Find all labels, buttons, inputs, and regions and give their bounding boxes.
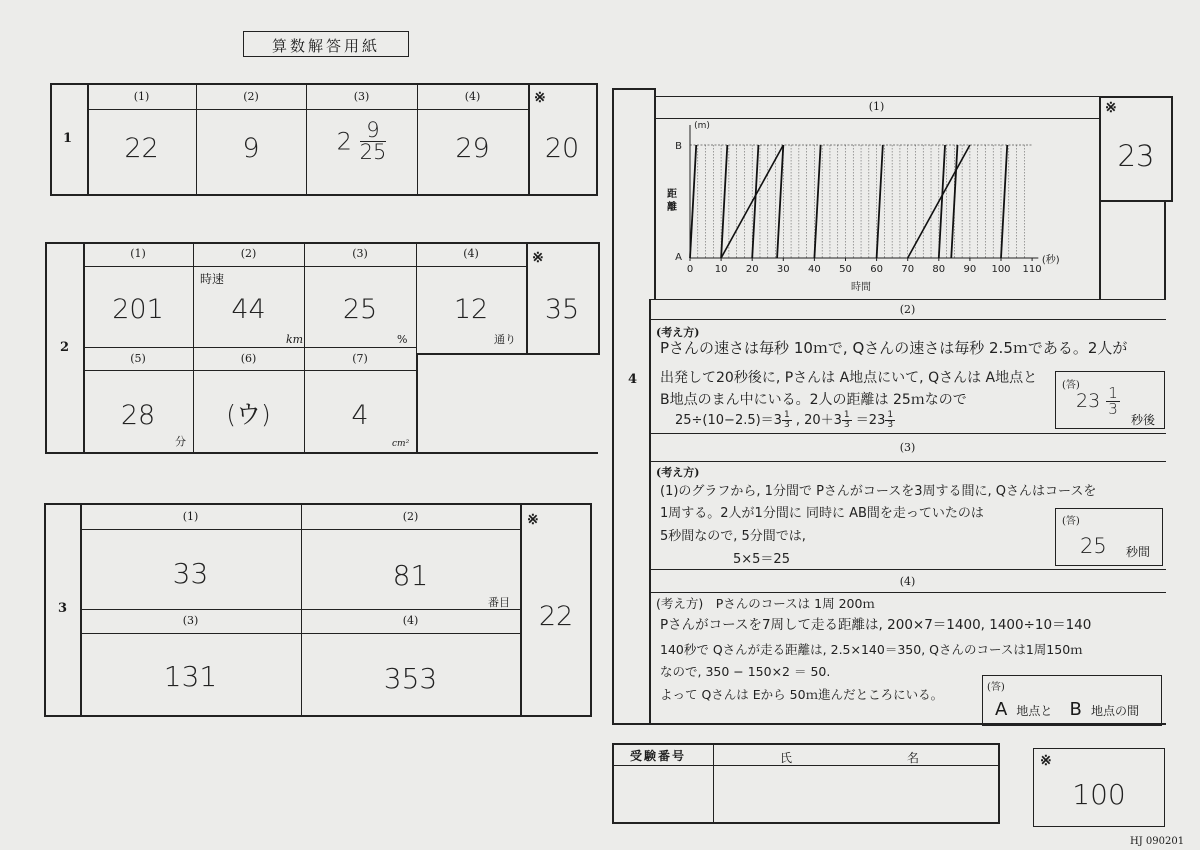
p-runner-segment [877, 145, 883, 258]
graph-yunit: (m) [694, 121, 710, 131]
name-field[interactable] [715, 767, 997, 822]
q3-label-2: (2) [402, 510, 419, 523]
graph-xunit: (秒) [1041, 255, 1060, 266]
q2-answer-7: 4 [351, 400, 369, 431]
q3-answer-3: 131 [163, 660, 218, 693]
q1-label-3: (3) [353, 90, 370, 103]
section-1-number: 1 [63, 131, 73, 146]
footer-code: HJ 090201 [1130, 836, 1185, 847]
x-tick-label: 70 [901, 264, 915, 275]
q1-label-1: (1) [133, 90, 150, 103]
graph-label-b: B [675, 141, 682, 152]
q4-4-line-3: 140秒で Qさんが走る距離は, 2.5×140＝350, Qさんのコースは1周150ｍ [660, 642, 1083, 657]
q2-unit-4: 通り [494, 333, 516, 346]
q1-answer-1: 22 [124, 133, 159, 164]
q2-mark: ※ [532, 250, 544, 266]
name-label-b: 名 [907, 751, 920, 765]
q4-4-line-5: よって Qさんは Eから 50ｍ進んだところにいる。 [660, 687, 944, 702]
total-mark: ※ [1040, 753, 1052, 769]
q4-3-line-4: 5×5＝25 [733, 552, 790, 567]
q4-2-answer: 23 $\frac{1}{3}$ [1076, 384, 1118, 418]
q1-mark: ※ [534, 90, 546, 106]
q4-2-answer-unit: 秒後 [1131, 413, 1156, 427]
p-runner-segment [1001, 145, 1007, 258]
q4-4-line-1: (考え方) Pさんのコースは 1周 200ｍ [656, 596, 875, 611]
x-tick-label: 30 [776, 264, 790, 275]
q2-answer-3: 25 [342, 294, 378, 325]
q2-answer-2: 44 [231, 294, 266, 325]
x-tick-label: 80 [932, 264, 946, 275]
graph-xlabel: 時間 [851, 282, 872, 293]
q4-2-line-2: 出発して20秒後に, Pさんは A地点にいて, Qさんは A地点と [660, 370, 1038, 386]
graph-label-a: A [675, 252, 682, 263]
p-runner-segment [721, 145, 727, 258]
x-tick-label: 40 [808, 264, 821, 275]
graph-ylabel: 距離 [667, 189, 677, 213]
q2-label-6: (6) [240, 352, 257, 365]
x-tick-label: 20 [745, 264, 759, 275]
q1-label-2: (2) [243, 90, 259, 103]
q2-unit-3: % [397, 333, 408, 346]
x-tick-label: 10 [714, 264, 728, 275]
q4-2-calc: 25÷(10−2.5)＝3 $\frac{1}{3}$ , 20＋3 $\frac{1}{3}$ ＝23 $\frac{1}{3}$ [675, 410, 894, 430]
q4-3-think-label: (考え方) [656, 466, 700, 479]
q2-unit-5: 分 [175, 435, 186, 448]
x-tick-label: 0 [686, 264, 694, 275]
q3-label-3: (3) [182, 614, 199, 627]
exam-number-label: 受験番号 [630, 749, 687, 763]
q1-score: 20 [544, 133, 580, 164]
q2-score: 35 [544, 294, 580, 325]
q2-label-2: (2) [240, 247, 257, 260]
p-runner-segment [814, 145, 820, 258]
exam-number-field[interactable] [614, 767, 712, 822]
q4-2-line-3: B地点のまん中にいる。2人の距離は 25ｍなので [660, 392, 967, 408]
q2-speed-prefix: 時速 [200, 272, 225, 286]
page-title: 算数解答用紙 [271, 37, 380, 55]
q4-3-line-2: 1周する。2人が1分間に 同時に AB間を走っていたのは [660, 506, 984, 521]
q1-answer-2: 9 [242, 133, 260, 164]
q4-4-line-2: Pさんがコースを7周して走る距離は, 200×7＝1400, 1400÷10＝140 [660, 617, 1092, 633]
q3-mark: ※ [527, 512, 539, 528]
p-runner-segment [752, 145, 758, 258]
q1-answer-4: 29 [455, 133, 490, 164]
q4-3-line-1: (1)のグラフから, 1分間で Pさんがコースを3周する間に, Qさんはコースを [660, 484, 1097, 499]
q3-score: 22 [538, 601, 574, 632]
q4-label-4: (4) [899, 575, 916, 588]
q2-label-3: (3) [352, 247, 368, 260]
distance-time-graph [656, 120, 1096, 298]
q4-2-think-label: (考え方) [656, 326, 700, 339]
q2-label-4: (4) [463, 247, 479, 260]
q4-3-answer: 25 [1080, 534, 1107, 558]
x-tick-label: 50 [839, 264, 852, 275]
q4-label-3: (3) [899, 441, 916, 454]
p-runner-segment [777, 145, 783, 258]
x-tick-label: 90 [963, 264, 977, 275]
q4-3-line-3: 5秒間なので, 5分間では, [660, 529, 806, 544]
q2-label-5: (5) [130, 352, 146, 365]
q3-answer-1: 33 [172, 557, 209, 590]
q4-score: 23 [1117, 139, 1155, 173]
q2-label-1: (1) [130, 247, 146, 260]
section-4-number: 4 [628, 372, 638, 387]
q3-label-4: (4) [402, 614, 419, 627]
q1-answer-3: 2 $\frac{9}{25}$ [336, 118, 387, 164]
q4-2-line-1: Pさんの速さは毎秒 10ｍで, Qさんの速さは毎秒 2.5ｍである。2人が [660, 339, 1128, 357]
name-label-a: 氏 [780, 751, 793, 765]
q4-3-answer-unit: 秒間 [1126, 545, 1151, 559]
q4-2-answer-label: (答) [1062, 380, 1080, 391]
q4-4-line-4: なので, 350 − 150×2 ＝ 50. [660, 664, 831, 679]
section-2-number: 2 [60, 340, 70, 355]
q3-label-1: (1) [182, 510, 199, 523]
q1-label-4: (4) [464, 90, 481, 103]
x-tick-label: 60 [870, 264, 883, 275]
q4-4-answer: A 地点と B 地点の間 [995, 699, 1139, 720]
q3-unit-2: 番目 [488, 596, 510, 609]
q2-answer-1: 201 [112, 294, 164, 325]
p-runner-segment [690, 145, 696, 258]
section-3-number: 3 [58, 601, 68, 616]
q2-answer-6: (ウ) [226, 400, 271, 429]
q4-mark: ※ [1105, 100, 1117, 116]
p-runner-segment [939, 145, 945, 258]
x-tick-label: 110 [1022, 264, 1042, 275]
total-score: 100 [1072, 778, 1126, 811]
x-tick-label: 100 [991, 264, 1011, 275]
q2-unit-7: cm² [392, 439, 410, 449]
q3-answer-4: 353 [383, 662, 438, 695]
q4-label-2: (2) [899, 303, 916, 316]
q4-4-answer-label: (答) [987, 682, 1005, 693]
q3-answer-2: 81 [392, 559, 429, 592]
q2-answer-5: 28 [120, 400, 156, 431]
q4-3-answer-label: (答) [1062, 516, 1080, 527]
q2-label-7: (7) [352, 352, 368, 365]
q2-unit-2: km [286, 333, 304, 346]
q4-label-1: (1) [868, 100, 885, 113]
q2-answer-4: 12 [453, 294, 489, 325]
